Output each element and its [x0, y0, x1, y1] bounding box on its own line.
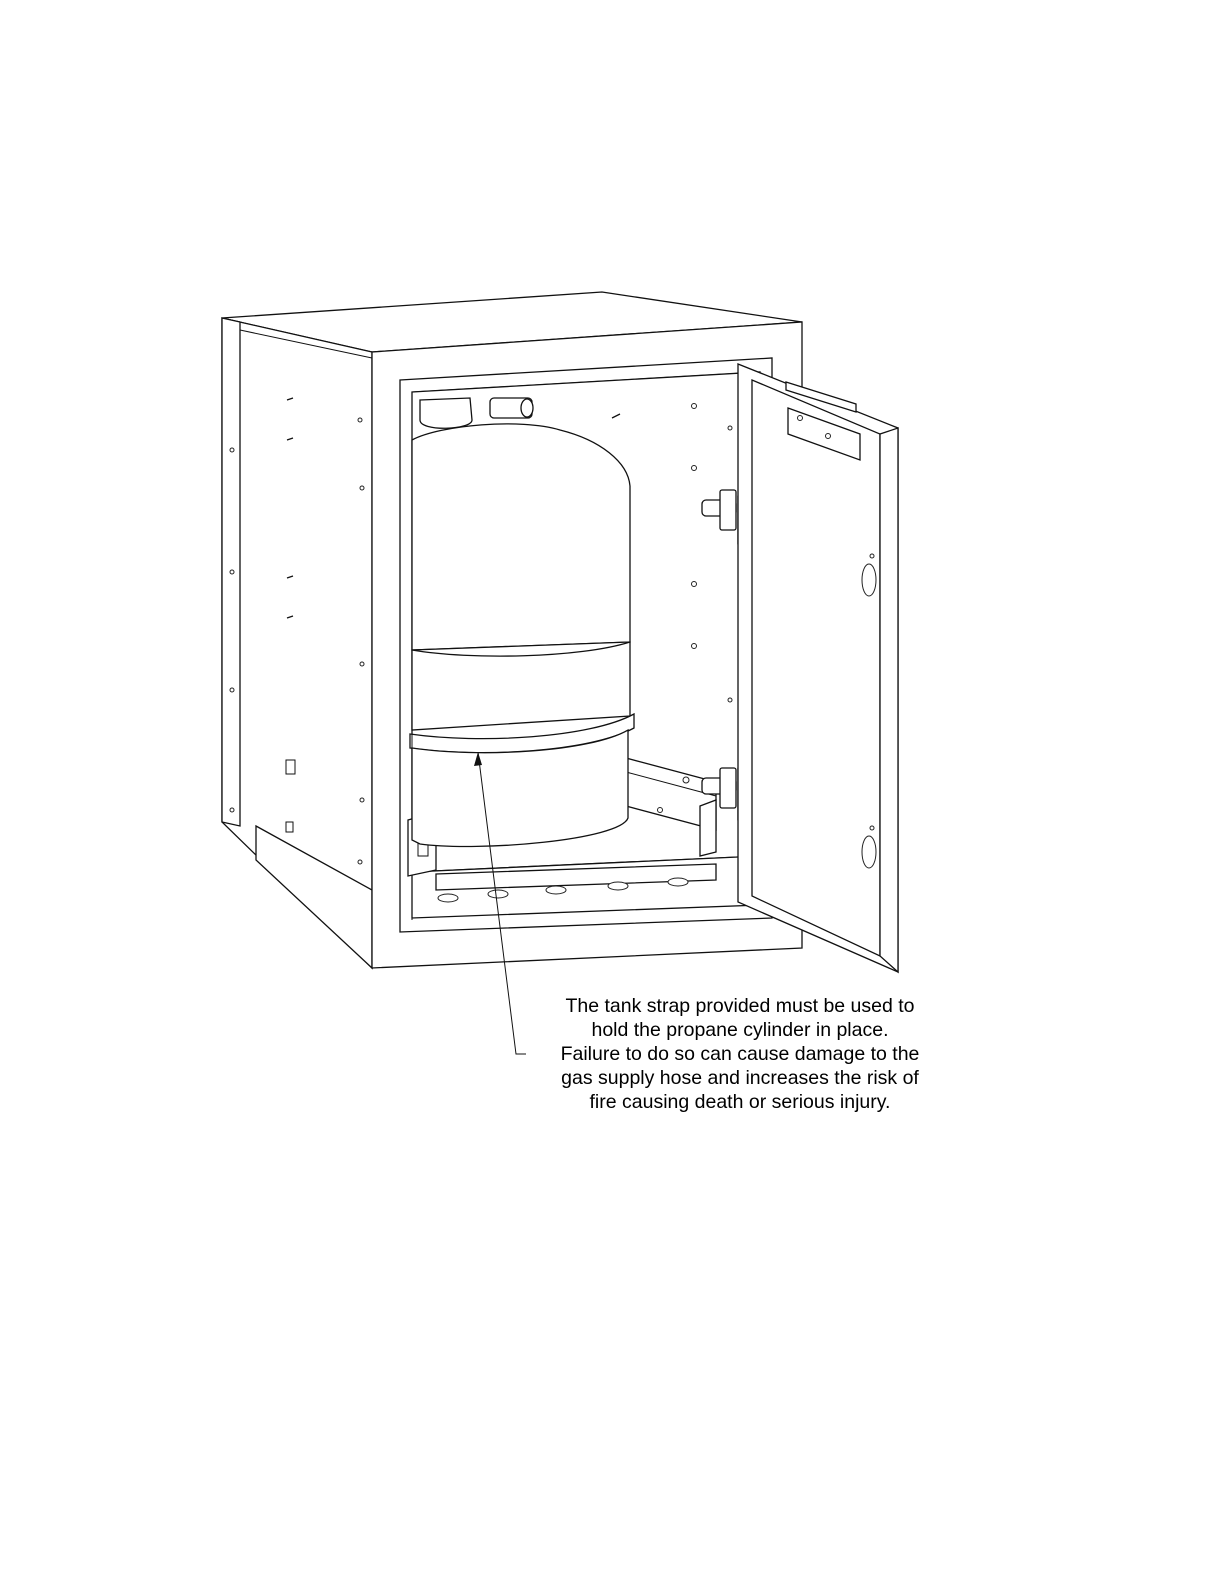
propane-cylinder — [410, 398, 634, 846]
warning-line-1: The tank strap provided must be used to — [565, 995, 915, 1017]
open-door — [738, 364, 898, 972]
safety-warning-text — [520, 994, 960, 1114]
warning-line-4: gas supply hose and increases the risk of — [561, 1067, 919, 1089]
warning-line-2: hold the propane cylinder in place. — [591, 1019, 889, 1041]
warning-line-3: Failure to do so can cause damage to the — [560, 1043, 920, 1065]
warning-line-5: fire causing death or serious injury. — [589, 1091, 891, 1113]
